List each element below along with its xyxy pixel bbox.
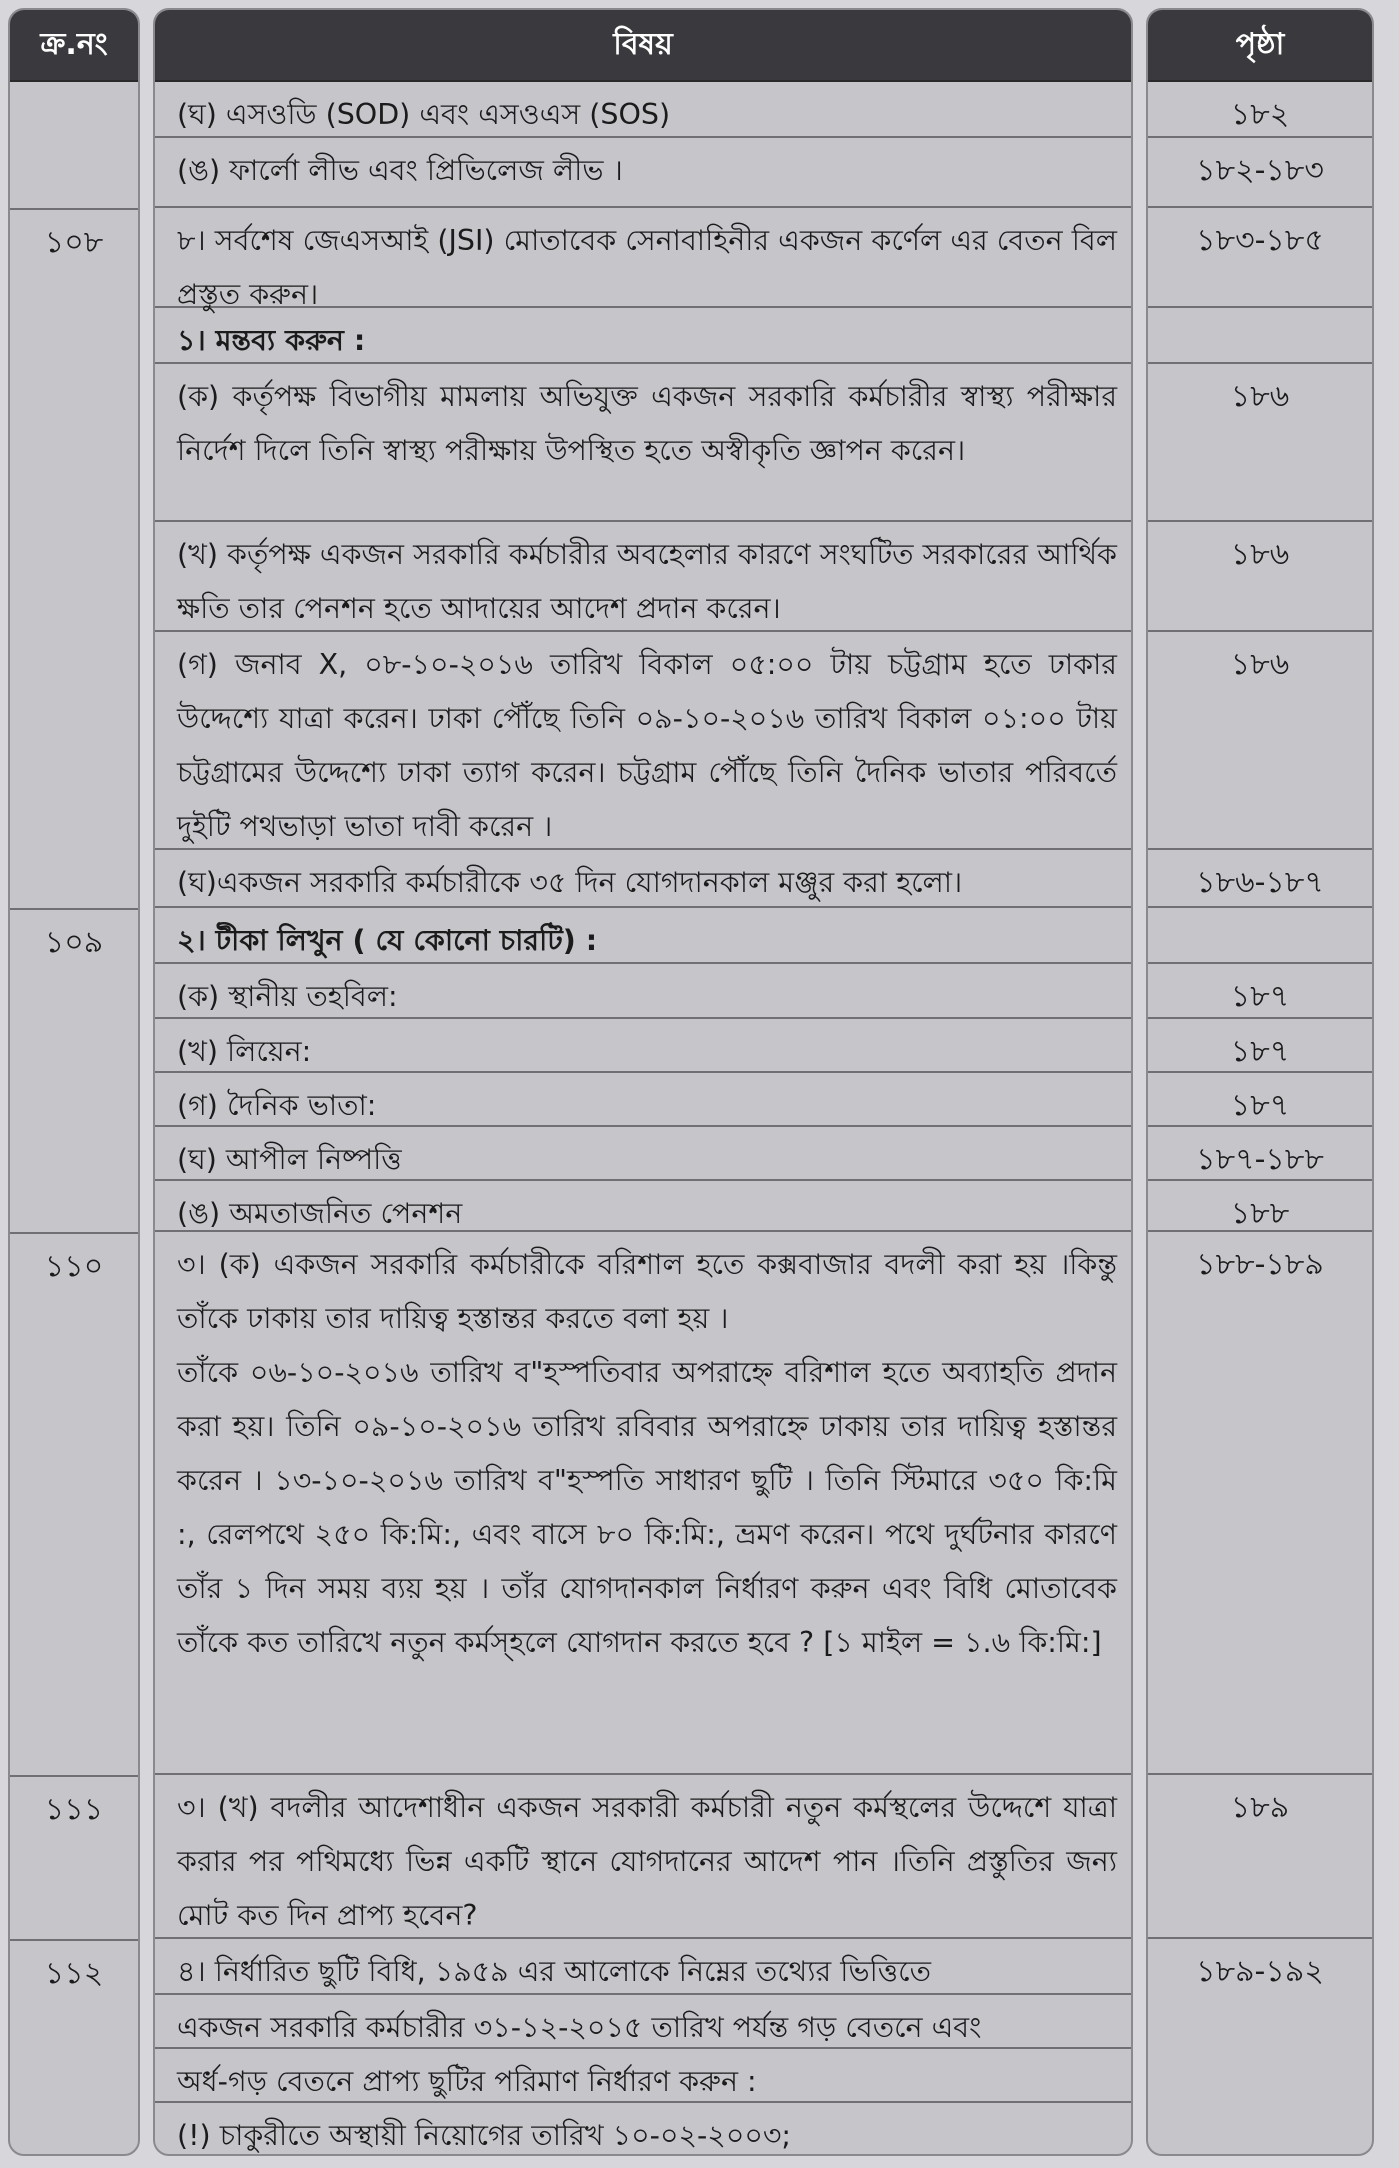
serial-header: ক্র.নং bbox=[10, 10, 138, 82]
subject-cell: অর্ধ-গড় বেতনে প্রাপ্য ছুটির পরিমাণ নির্ধারণ করুন : bbox=[155, 2049, 1131, 2103]
page-cell: ১৮৬-১৮৭ bbox=[1148, 850, 1372, 908]
subject-cell: (ক) কর্তৃপক্ষ বিভাগীয় মামলায় অভিযুক্ত একজন সরকারি কর্মচারীর স্বাস্থ্য পরীক্ষার নির্দেশ দিলে তিনি স্বাস্থ্য পরীক্ষায় উপস্থিত হতে অস্বীকৃতি জ্ঞাপন করেন। bbox=[155, 364, 1131, 522]
page-cell: ১৮২-১৮৩ bbox=[1148, 138, 1372, 208]
page-cell: ১৮২ bbox=[1148, 82, 1372, 138]
page-column bbox=[1146, 8, 1374, 2156]
serial-cell: ১১০ bbox=[44, 1249, 104, 1284]
page-cell: ১৮৭ bbox=[1148, 1073, 1372, 1127]
subject-cell: একজন সরকারি কর্মচারীর ৩১-১২-২০১৫ তারিখ পর্যন্ত গড় বেতনে এবং bbox=[155, 1995, 1131, 2049]
subject-cell: (ঙ) অমতাজনিত পেনশন bbox=[155, 1181, 1131, 1232]
page-cell: ১৮৭ bbox=[1148, 1019, 1372, 1073]
page-cell bbox=[1148, 308, 1372, 364]
subject-cell: ৩। (ক) একজন সরকারি কর্মচারীকে বরিশাল হতে কক্সবাজার বদলী করা হয় ।কিন্তু তাঁকে ঢাকায় তার দায়িত্ব হস্তান্তর করতে বলা হয় । তাঁকে ০৬-১০-২০১৬ তারিখ ব"হস্পতিবার অপরাহ্নে বরিশাল হতে অব্যাহতি প্রদান করা হয়। তিনি ০৯-১০-২০১৬ তারিখ রবিবার অপরাহ্নে ঢাকায় তার দায়িত্ব হস্তান্তর করেন । ১৩-১০-২০১৬ তারিখ ব"হস্পতি সাধারণ ছুটি । তিনি স্টিমারে ৩৫০ কি:মি :, রেলপথে ২৫০ কি:মি:, এবং বাসে ৮০ কি:মি:, ভ্রমণ করেন। পথে দুর্ঘটনার কারণে তাঁর ১ দিন সময় ব্যয় হয় । তাঁর যোগদানকাল নির্ধারণ করুন এবং বিধি মোতাবেক তাঁকে কত তারিখে নতুন কর্মস্হলে যোগদান করতে হবে ? [১ মাইল = ১.৬ কি:মি:] bbox=[155, 1232, 1131, 1775]
subject-cell: ৪। নির্ধারিত ছুটি বিধি, ১৯৫৯ এর আলোকে নিম্নের তথ্যের ভিত্তিতে bbox=[155, 1939, 1131, 1995]
page-cell: ১৮৮ bbox=[1148, 1181, 1372, 1232]
subject-cell: (খ) কর্তৃপক্ষ একজন সরকারি কর্মচারীর অবহেলার কারণে সংঘটিত সরকারের আর্থিক ক্ষতি তার পেনশন হতে আদায়ের আদেশ প্রদান করেন। bbox=[155, 522, 1131, 632]
serial-cell: ১০৮ bbox=[44, 225, 104, 260]
page-cell: ১৮৯-১৯২ bbox=[1196, 1954, 1324, 1989]
subject-cell: (ঘ) এসওডি (SOD) এবং এসওএস (SOS) bbox=[155, 82, 1131, 138]
subject-cell: ১। মন্তব্য করুন : bbox=[155, 308, 1131, 364]
serial-cell: ১১১ bbox=[44, 1792, 104, 1827]
page-cell: ১৮৩-১৮৫ bbox=[1148, 208, 1372, 308]
page-cell: ১৮৬ bbox=[1148, 632, 1372, 850]
page-cell: ১৮৭ bbox=[1148, 964, 1372, 1019]
subject-cell: (ঘ)একজন সরকারি কর্মচারীকে ৩৫ দিন যোগদানকাল মঞ্জুর করা হলো। bbox=[155, 850, 1131, 908]
page-cell: ১৮৯ bbox=[1148, 1775, 1372, 1939]
page-header: পৃষ্ঠা bbox=[1148, 10, 1372, 82]
subject-cell: ৮। সর্বশেষ জেএসআই (JSI) মোতাবেক সেনাবাহিনীর একজন কর্ণেল এর বেতন বিল প্রস্তুত করুন। bbox=[155, 208, 1131, 308]
serial-cell: ১০৯ bbox=[44, 925, 104, 960]
subject-cell: ২। টীকা লিখুন ( যে কোনো চারটি) : bbox=[155, 908, 1131, 964]
subject-cell: (!) চাকুরীতে অস্থায়ী নিয়োগের তারিখ ১০-০২-২০০৩; bbox=[177, 2119, 792, 2152]
page-cell: ১৮৭-১৮৮ bbox=[1148, 1127, 1372, 1181]
subject-cell: (খ) লিয়েন: bbox=[155, 1019, 1131, 1073]
subject-header: বিষয় bbox=[155, 10, 1131, 82]
page-cell: ১৮৬ bbox=[1148, 364, 1372, 522]
page-cell: ১৮৬ bbox=[1148, 522, 1372, 632]
serial-cell: ১১২ bbox=[44, 1956, 104, 1991]
subject-cell: ৩। (খ) বদলীর আদেশাধীন একজন সরকারী কর্মচারী নতুন কর্মস্থলের উদ্দেশে যাত্রা করার পর পথিমধ্যে ভিন্ন একটি স্থানে যোগদানের আদেশ পান ।তিনি প্রস্তুতির জন্য মোট কত দিন প্রাপ্য হবেন? bbox=[155, 1775, 1131, 1939]
subject-cell: (ক) স্থানীয় তহবিল: bbox=[155, 964, 1131, 1019]
page-cell: ১৮৮-১৮৯ bbox=[1148, 1232, 1372, 1775]
subject-cell: (ঙ) ফার্লো লীভ এবং প্রিভিলেজ লীভ । bbox=[155, 138, 1131, 208]
subject-column bbox=[153, 8, 1133, 2156]
serial-column bbox=[8, 8, 140, 2156]
page-cell bbox=[1148, 908, 1372, 964]
subject-cell: (গ) দৈনিক ভাতা: bbox=[155, 1073, 1131, 1127]
subject-cell: (গ) জনাব X, ০৮-১০-২০১৬ তারিখ বিকাল ০৫:০০ টায় চট্টগ্রাম হতে ঢাকার উদ্দেশ্যে যাত্রা করেন। ঢাকা পৌঁছে তিনি ০৯-১০-২০১৬ তারিখ বিকাল ০১:০০ টায় চট্টগ্রামের উদ্দেশ্যে ঢাকা ত্যাগ করেন। চট্টগ্রাম পৌঁছে তিনি দৈনিক ভাতার পরিবর্তে দুইটি পথভাড়া ভাতা দাবী করেন । bbox=[155, 632, 1131, 850]
subject-cell: (ঘ) আপীল নিষ্পত্তি bbox=[155, 1127, 1131, 1181]
